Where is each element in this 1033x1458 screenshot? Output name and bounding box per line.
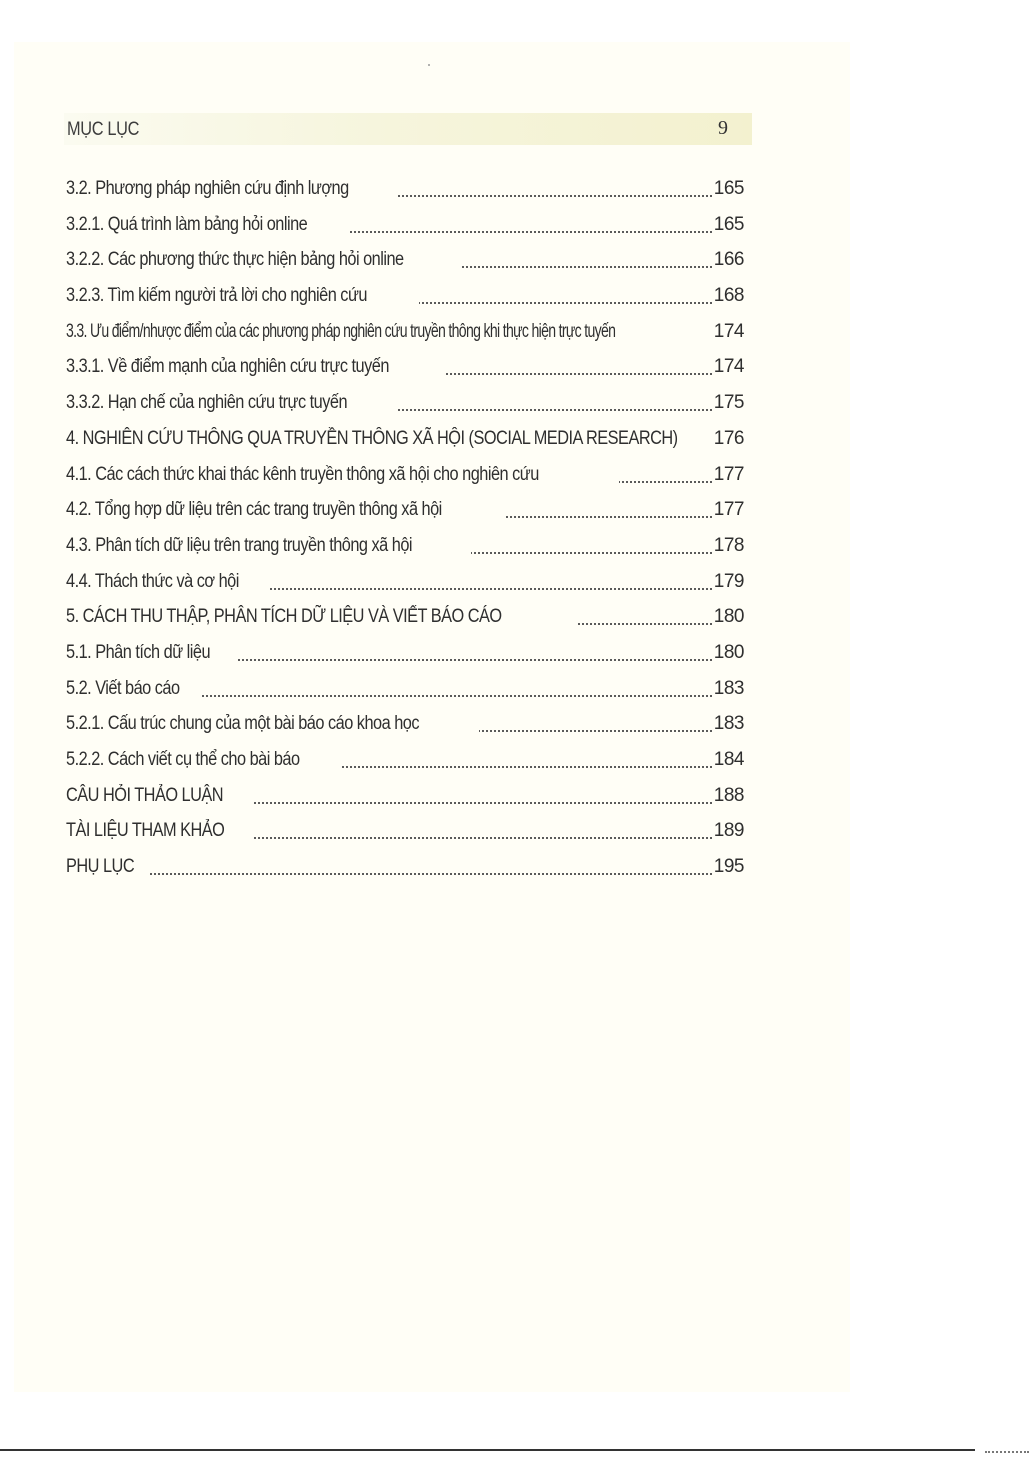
toc-entry-title: 3.3. Ưu điểm/nhược điểm của các phương pháp nghiên cứu truyền thông khi thực hiện trực tuyến — [66, 320, 616, 342]
toc-entry-page: 174 — [713, 353, 744, 381]
toc-entry — [66, 710, 744, 746]
toc-entry — [66, 496, 744, 532]
toc-entry — [66, 211, 744, 247]
toc-entry-page: 179 — [713, 568, 744, 596]
toc-entry-page: 177 — [713, 496, 744, 524]
toc-entry-page: 165 — [713, 175, 744, 203]
toc-entry — [66, 389, 744, 425]
toc-entry-title: 5.2.1. Cấu trúc chung của một bài báo cáo khoa học — [66, 713, 419, 735]
toc-entry-title: PHỤ LỤC — [66, 856, 135, 878]
toc-entry — [66, 782, 744, 818]
toc-entry-title: 4.1. Các cách thức khai thác kênh truyền thông xã hội cho nghiên cứu — [66, 463, 539, 485]
toc-entry-title: 5.2. Viết báo cáo — [66, 677, 180, 699]
toc-entry-title: 4. NGHIÊN CỨU THÔNG QUA TRUYỀN THÔNG XÃ HỘI (SOCIAL MEDIA RESEARCH) — [66, 427, 678, 449]
dot-leader — [66, 873, 716, 875]
toc-entry — [66, 318, 744, 354]
toc-entry-page: 166 — [713, 246, 744, 274]
toc-entry-page: 183 — [713, 675, 744, 703]
scan-edge-marks — [985, 1446, 1029, 1453]
toc-entry — [66, 175, 744, 211]
toc-entry — [66, 746, 744, 782]
toc-entry — [66, 461, 744, 497]
toc-entry-page: 177 — [713, 461, 744, 489]
running-head: MỤC LỤC — [67, 119, 140, 140]
toc-entry-title: 3.2.2. Các phương thức thực hiện bảng hỏi online — [66, 249, 404, 271]
toc-entry-title: 3.2.3. Tìm kiếm người trả lời cho nghiên cứu — [66, 285, 367, 307]
toc-entry-page: 175 — [713, 389, 744, 417]
toc-entry-page: 165 — [713, 211, 744, 239]
toc-entry-title: CÂU HỎI THẢO LUẬN — [66, 784, 224, 806]
toc-entry — [66, 246, 744, 282]
toc-entry — [66, 853, 744, 889]
toc-entry-title: 4.3. Phân tích dữ liệu trên trang truyền thông xã hội — [66, 534, 413, 556]
scan-bottom-rule — [0, 1449, 975, 1451]
toc-entry-page: 188 — [713, 782, 744, 810]
toc-entry-title: 3.2. Phương pháp nghiên cứu định lượng — [66, 178, 349, 199]
toc-entry-title: 3.3.2. Hạn chế của nghiên cứu trực tuyến — [66, 392, 348, 414]
toc-entry — [66, 817, 744, 853]
toc-entry-page: 189 — [713, 817, 744, 845]
toc-entry-title: 5.1. Phân tích dữ liệu — [66, 641, 211, 663]
toc-entry-title: 5. CÁCH THU THẬP, PHÂN TÍCH DỮ LIỆU VÀ VIẾT BÁO CÁO — [66, 606, 502, 628]
toc-entry-page: 183 — [713, 710, 744, 738]
toc-entry — [66, 568, 744, 604]
toc-entry — [66, 353, 744, 389]
toc-entry-page: 184 — [713, 746, 744, 774]
toc-entry-title: TÀI LIỆU THAM KHẢO — [66, 820, 225, 842]
page-number: 9 — [718, 117, 728, 139]
toc-entry-page: 176 — [713, 425, 744, 453]
toc-entry-page: 180 — [713, 639, 744, 667]
toc-entry-page: 178 — [713, 532, 744, 560]
toc-entry-page: 168 — [713, 282, 744, 310]
toc-entry — [66, 675, 744, 711]
toc-entry-title: 5.2.2. Cách viết cụ thể cho bài báo — [66, 749, 300, 770]
toc-entry-title: 4.2. Tổng hợp dữ liệu trên các trang truyền thông xã hội — [66, 499, 442, 521]
toc-entry-title: 4.4. Thách thức và cơ hội — [66, 570, 239, 592]
scan-speck — [428, 64, 430, 66]
toc-entry — [66, 639, 744, 675]
table-of-contents — [66, 175, 744, 889]
toc-entry-page: 195 — [713, 853, 744, 881]
toc-entry-title: 3.3.1. Về điểm mạnh của nghiên cứu trực tuyến — [66, 356, 389, 378]
toc-entry — [66, 532, 744, 568]
toc-entry-page: 180 — [713, 603, 744, 631]
toc-entry-title: 3.2.1. Quá trình làm bảng hỏi online — [66, 213, 308, 235]
toc-entry-page: 174 — [713, 318, 744, 346]
toc-entry — [66, 282, 744, 318]
toc-entry — [66, 603, 744, 639]
toc-entry — [66, 425, 744, 461]
running-head-band — [64, 113, 752, 145]
